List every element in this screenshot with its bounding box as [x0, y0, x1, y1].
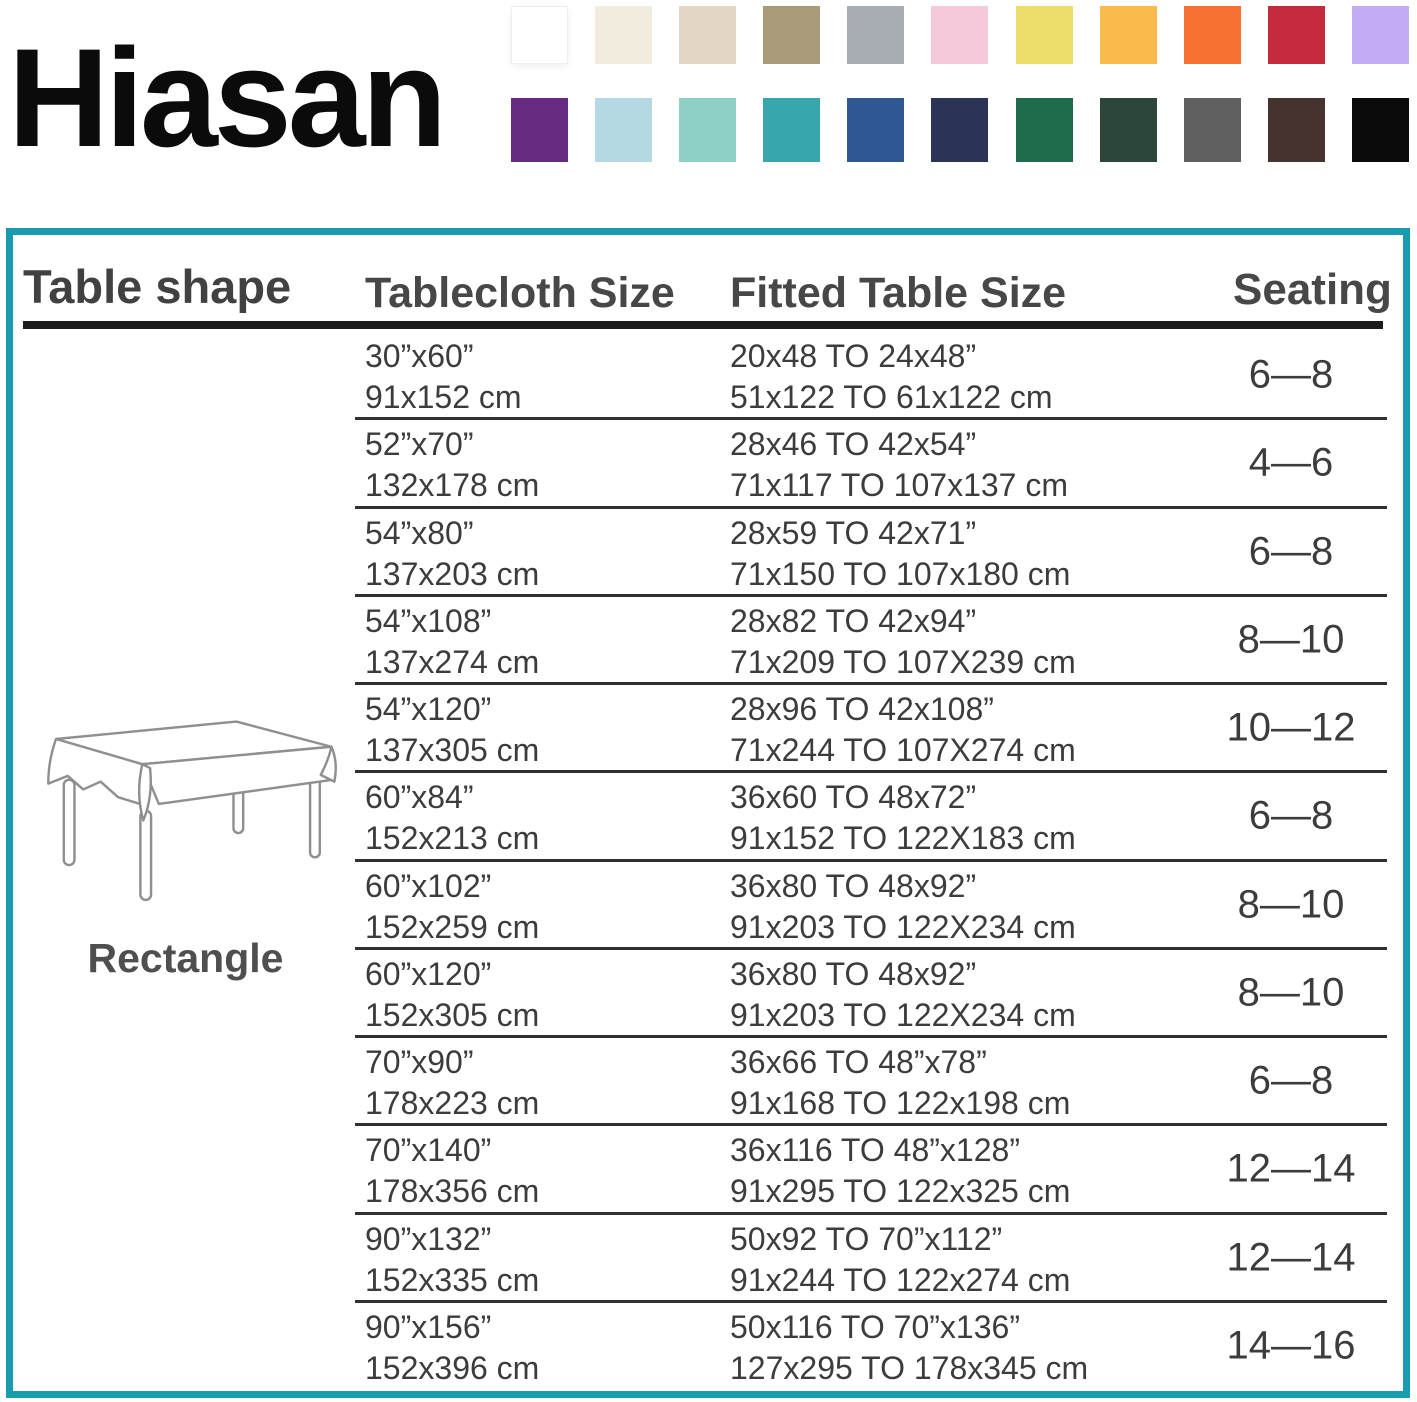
table-row [13, 685, 1403, 773]
fitted-cm: 51x122 TO 61x122 cm [730, 379, 1053, 415]
fitted-cm: 127x295 TO 178x345 cm [730, 1349, 1089, 1386]
fitted-inches: 36x66 TO 48”x78” [730, 1044, 987, 1080]
fitted-inches: 36x60 TO 48x72” [730, 779, 977, 816]
seating-value: 4—6 [1248, 440, 1334, 485]
table-row [13, 773, 1403, 861]
seating-value: 6—8 [1248, 1058, 1334, 1103]
fitted-table-size-cell [730, 1307, 1088, 1389]
fitted-table-size-cell [730, 689, 1076, 771]
fitted-cm: 71x244 TO 107X274 cm [730, 732, 1076, 768]
table-row [13, 509, 1403, 597]
color-swatch-black [1352, 98, 1409, 162]
seating-value: 8—10 [1237, 970, 1345, 1015]
tablecloth-size-cell [365, 1042, 539, 1124]
fitted-cm: 71x117 TO 107x137 cm [730, 467, 1068, 504]
color-swatch-brown [1268, 98, 1325, 162]
color-swatch-ivory [595, 6, 652, 64]
fitted-table-size-cell [730, 954, 1076, 1036]
tablecloth-size-cell [365, 777, 539, 859]
fitted-inches: 28x96 TO 42x108” [730, 691, 994, 727]
fitted-table-size-cell [730, 1219, 1070, 1301]
size-inches: 54”x108” [365, 602, 492, 639]
seating-value: 6—8 [1248, 793, 1334, 838]
fitted-table-size-cell [730, 1042, 1070, 1124]
size-cm: 91x152 cm [365, 379, 522, 415]
size-inches: 90”x132” [365, 1220, 492, 1257]
color-swatch-red [1268, 6, 1325, 64]
tablecloth-size-cell [365, 336, 522, 418]
size-inches: 52”x70” [365, 426, 474, 463]
fitted-table-size-cell [730, 336, 1053, 418]
tablecloth-size-cell [365, 1307, 539, 1389]
fitted-table-size-cell [730, 601, 1076, 683]
fitted-inches: 28x82 TO 42x94” [730, 602, 977, 639]
fitted-table-size-cell [730, 424, 1068, 506]
color-swatch-marigold [1100, 6, 1157, 64]
color-swatch-dark-gray [1184, 98, 1241, 162]
column-header-table-shape: Table shape [23, 260, 292, 313]
color-swatch-row-2 [511, 98, 1409, 162]
seating-value: 8—10 [1237, 617, 1345, 662]
table-row [13, 332, 1403, 420]
tablecloth-size-cell [365, 954, 539, 1036]
fitted-table-size-cell [730, 777, 1076, 859]
size-cm: 152x396 cm [365, 1349, 540, 1386]
brand-logo: Hiasan [8, 19, 444, 176]
fitted-inches: 50x92 TO 70”x112” [730, 1220, 1003, 1257]
fitted-cm: 91x244 TO 122x274 cm [730, 1261, 1071, 1298]
seating-value: 12—14 [1226, 1146, 1356, 1191]
fitted-cm: 71x209 TO 107X239 cm [730, 643, 1076, 680]
seating-value: 14—16 [1226, 1323, 1356, 1368]
size-cm: 152x213 cm [365, 820, 540, 857]
color-swatch-gray [847, 6, 904, 64]
fitted-cm: 71x150 TO 107x180 cm [730, 555, 1071, 592]
color-swatch-purple [511, 98, 568, 162]
color-swatch-navy [931, 98, 988, 162]
size-inches: 70”x140” [365, 1132, 492, 1169]
size-cm: 137x274 cm [365, 643, 540, 680]
table-row [13, 420, 1403, 508]
size-inches: 90”x156” [365, 1308, 492, 1345]
color-swatch-orange [1184, 6, 1241, 64]
tablecloth-size-cell [365, 601, 539, 683]
size-inches: 60”x120” [365, 955, 492, 992]
color-swatch-teal [763, 98, 820, 162]
color-swatch-dark-green [1100, 98, 1157, 162]
table-row [13, 597, 1403, 685]
tablecloth-size-cell [365, 1219, 539, 1301]
fitted-inches: 28x46 TO 42x54” [730, 426, 977, 463]
size-inches: 54”x120” [365, 691, 492, 727]
size-cm: 152x259 cm [365, 908, 540, 945]
color-swatch-taupe [763, 6, 820, 64]
color-swatch-aqua [679, 98, 736, 162]
color-swatch-green [1016, 98, 1073, 162]
fitted-table-size-cell [730, 513, 1070, 595]
fitted-inches: 20x48 TO 24x48” [730, 338, 977, 374]
fitted-inches: 36x80 TO 48x92” [730, 867, 977, 904]
color-swatch-pink [931, 6, 988, 64]
size-cm: 152x335 cm [365, 1261, 540, 1298]
seating-value: 6—8 [1248, 352, 1334, 397]
fitted-cm: 91x203 TO 122X234 cm [730, 996, 1076, 1033]
fitted-cm: 91x168 TO 122x198 cm [730, 1085, 1071, 1121]
fitted-cm: 91x295 TO 122x325 cm [730, 1173, 1071, 1210]
size-inches: 60”x102” [365, 867, 492, 904]
color-swatch-light-blue [595, 98, 652, 162]
size-cm: 137x305 cm [365, 732, 540, 768]
fitted-table-size-cell [730, 1130, 1070, 1212]
fitted-inches: 50x116 TO 70”x136” [730, 1308, 1020, 1345]
size-inches: 70”x90” [365, 1044, 474, 1080]
color-swatch-white [511, 6, 568, 64]
color-swatch-lavender [1352, 6, 1409, 64]
table-row [13, 1126, 1403, 1214]
column-header-fitted-table-size: Fitted Table Size [730, 269, 1067, 317]
column-header-seating: Seating [1233, 265, 1392, 314]
fitted-table-size-cell [730, 866, 1076, 948]
fitted-cm: 91x152 TO 122X183 cm [730, 820, 1076, 857]
table-row [13, 1038, 1403, 1126]
size-cm: 137x203 cm [365, 555, 540, 592]
seating-value: 12—14 [1226, 1235, 1356, 1280]
size-inches: 54”x80” [365, 514, 474, 551]
seating-value: 10—12 [1226, 705, 1356, 750]
size-cm: 132x178 cm [365, 467, 540, 504]
table-row [13, 1215, 1403, 1303]
size-cm: 178x356 cm [365, 1173, 540, 1210]
fitted-cm: 91x203 TO 122X234 cm [730, 908, 1076, 945]
table-row [13, 950, 1403, 1038]
color-swatch-row-1 [511, 6, 1409, 64]
size-inches: 60”x84” [365, 779, 474, 816]
tablecloth-size-cell [365, 424, 539, 506]
column-header-tablecloth-size: Tablecloth Size [365, 269, 675, 317]
header-divider [23, 321, 1383, 329]
size-chart-rows [13, 332, 1403, 1391]
size-chart [6, 228, 1410, 1398]
size-inches: 30”x60” [365, 338, 474, 374]
fitted-inches: 36x116 TO 48”x128” [730, 1132, 1020, 1169]
table-shape-label: Rectangle [87, 935, 284, 981]
table-row [13, 862, 1403, 950]
tablecloth-size-cell [365, 866, 539, 948]
seating-value: 8—10 [1237, 882, 1345, 927]
seating-value: 6—8 [1248, 529, 1334, 574]
size-cm: 178x223 cm [365, 1085, 540, 1121]
color-swatch-yellow [1016, 6, 1073, 64]
fitted-inches: 36x80 TO 48x92” [730, 955, 977, 992]
table-row [13, 1303, 1403, 1391]
tablecloth-size-cell [365, 513, 539, 595]
color-swatch-beige [679, 6, 736, 64]
tablecloth-size-cell [365, 689, 539, 771]
color-swatch-blue [847, 98, 904, 162]
size-cm: 152x305 cm [365, 996, 540, 1033]
fitted-inches: 28x59 TO 42x71” [730, 514, 977, 551]
tablecloth-size-cell [365, 1130, 539, 1212]
